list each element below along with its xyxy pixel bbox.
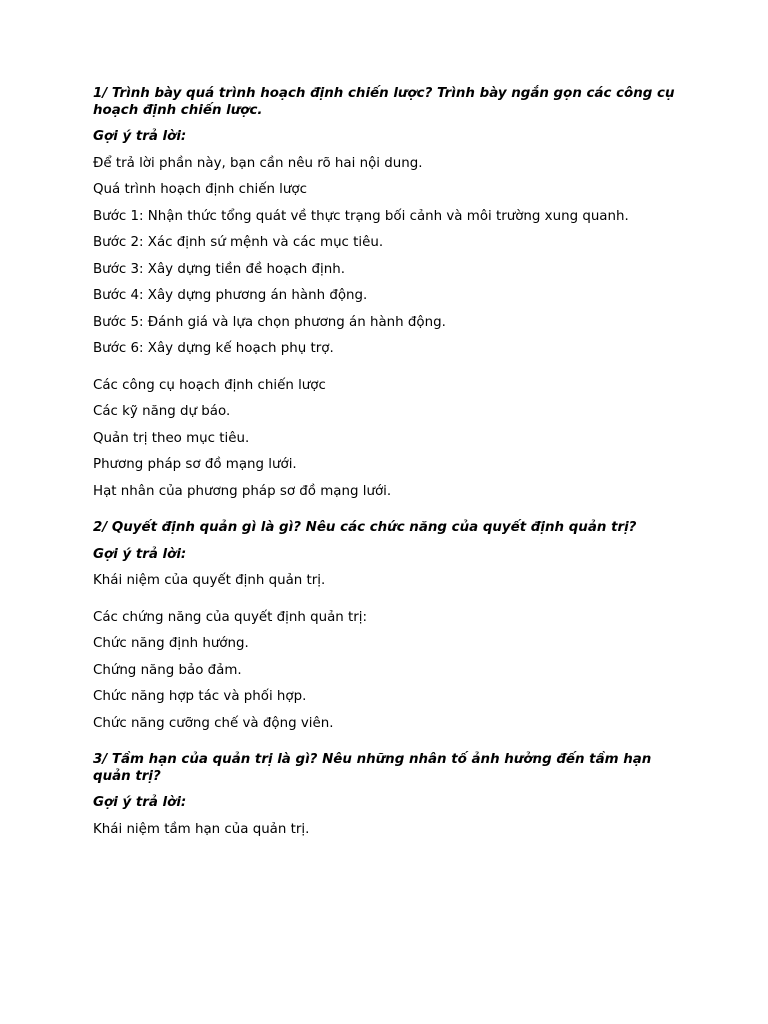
- answer-line: Bước 4: Xây dựng phương án hành động.: [93, 288, 368, 303]
- answer-line: Bước 3: Xây dựng tiền đề hoạch định.: [93, 261, 345, 277]
- question-1: 1/ Trình bày quá trình hoạch định chiến lược? Trình bày ngắn gọn các công cụ hoạch định chiến lược.: [93, 86, 675, 118]
- document-page: [93, 86, 693, 838]
- spacer: [93, 732, 693, 752]
- answer-line: Khái niệm của quyết định quản trị.: [93, 573, 326, 588]
- answer-line: Các công cụ hoạch định chiến lược: [93, 377, 326, 393]
- hint-label-2: Gợi ý trả lời:: [93, 546, 187, 562]
- question-3: 3/ Tầm hạn của quản trị là gì? Nêu những nhân tố ảnh hưởng đến tầm hạn quản trị?: [93, 752, 652, 784]
- answer-line: Bước 5: Đánh giá và lựa chọn phương án hành động.: [93, 314, 446, 330]
- answer-line: Hạt nhân của phương pháp sơ đồ mạng lưới.: [93, 483, 392, 499]
- answer-line: Bước 1: Nhận thức tổng quát về thực trạng bối cảnh và môi trường xung quanh.: [93, 208, 629, 224]
- answer-line: Bước 6: Xây dựng kế hoạch phụ trợ.: [93, 341, 334, 356]
- answer-line: Các chứng năng của quyết định quản trị:: [93, 609, 368, 625]
- question-2: 2/ Quyết định quản gì là gì? Nêu các chức năng của quyết định quản trị?: [93, 520, 637, 535]
- hint-label-3: Gợi ý trả lời:: [93, 795, 187, 810]
- answer-line: Chức năng hợp tác và phối hợp.: [93, 689, 307, 704]
- answer-line: Quản trị theo mục tiêu.: [93, 430, 250, 446]
- hint-label-1: Gợi ý trả lời:: [93, 129, 187, 144]
- answer-line: Khái niệm tầm hạn của quản trị.: [93, 821, 310, 837]
- spacer: [93, 500, 693, 520]
- answer-line: Phương pháp sơ đồ mạng lưới.: [93, 457, 297, 472]
- answer-line: Để trả lời phần này, bạn cần nêu rõ hai nội dung.: [93, 155, 423, 171]
- answer-line: Quá trình hoạch định chiến lược: [93, 182, 307, 197]
- spacer: [93, 590, 693, 600]
- answer-line: Chức năng định hướng.: [93, 636, 249, 651]
- answer-line: Chức năng cưỡng chế và động viên.: [93, 715, 334, 731]
- answer-line: Các kỹ năng dự báo.: [93, 404, 231, 419]
- spacer: [93, 358, 693, 368]
- answer-line: Chứng năng bảo đảm.: [93, 662, 242, 678]
- answer-line: Bước 2: Xác định sứ mệnh và các mục tiêu.: [93, 235, 384, 250]
